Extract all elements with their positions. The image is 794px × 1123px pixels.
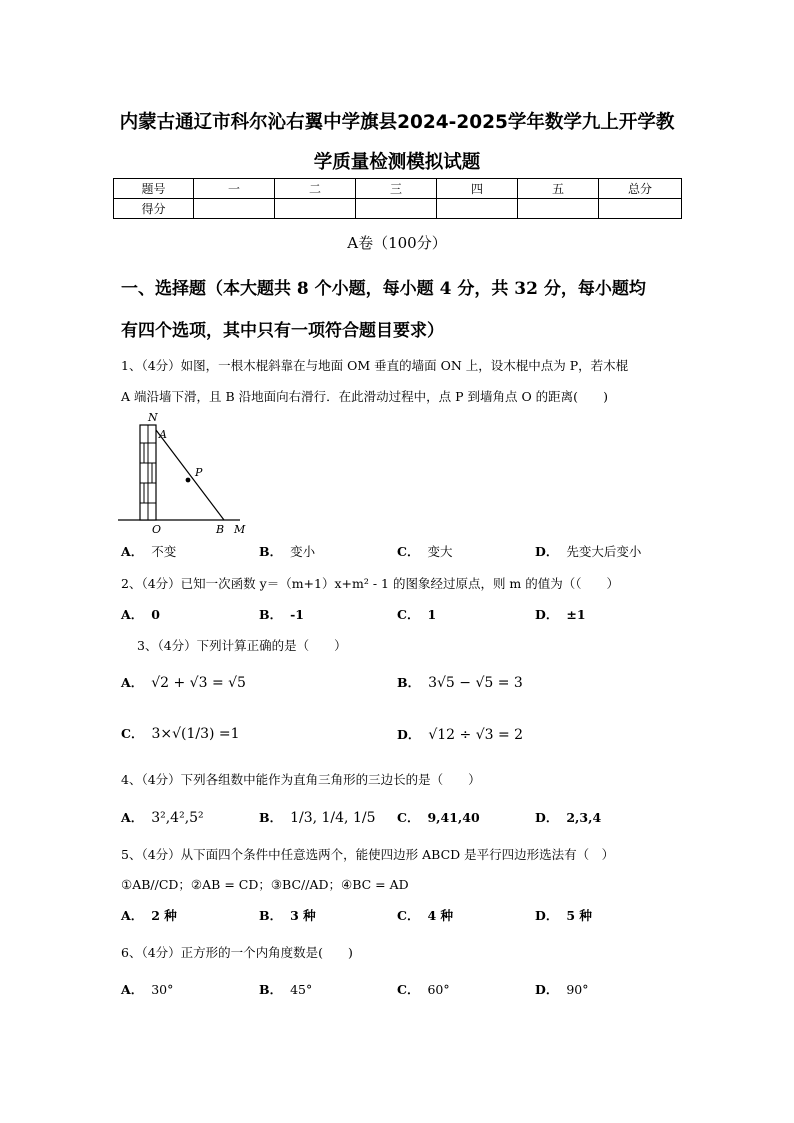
option-text: 45° <box>290 982 313 997</box>
option-label: B． <box>397 675 421 690</box>
q1-option-c[interactable] <box>397 542 452 560</box>
option-label: B． <box>259 908 283 923</box>
question-1-line1: 1、（4分）如图，一根木棍斜靠在与地面 OM 垂直的墙面 ON 上，设木棍中点为 P，若木棍 <box>121 358 629 373</box>
option-label: A． <box>121 675 144 690</box>
score-input-cell[interactable] <box>518 199 599 219</box>
option-text: 1 <box>427 607 437 622</box>
option-text: √12 ÷ √3 = 2 <box>428 727 524 743</box>
score-input-cell[interactable] <box>275 199 356 219</box>
option-text: 不变 <box>151 544 177 559</box>
option-text: 3²,4²,5² <box>151 810 204 826</box>
option-label: D． <box>535 982 559 997</box>
option-text: 变小 <box>290 544 316 559</box>
q1-option-b[interactable] <box>259 542 315 560</box>
q3-option-d[interactable] <box>397 725 523 743</box>
option-label: B． <box>259 607 283 622</box>
option-label: C． <box>397 982 420 997</box>
score-input-cell[interactable] <box>194 199 275 219</box>
option-text: 变大 <box>427 544 453 559</box>
score-cell: 五 <box>518 179 599 199</box>
option-text: 0 <box>151 607 160 622</box>
score-input-cell[interactable] <box>356 199 437 219</box>
section-a-heading: A卷（100分） <box>347 234 447 252</box>
option-label: A． <box>121 908 144 923</box>
option-label: D． <box>535 544 559 559</box>
label-N: N <box>148 411 158 424</box>
option-label: A． <box>121 982 144 997</box>
ladder-figure <box>112 408 252 536</box>
option-label: C． <box>397 810 420 825</box>
option-label: A． <box>121 544 144 559</box>
question-5-conditions: ①AB//CD；②AB = CD；③BC//AD；④BC = AD <box>121 877 409 892</box>
q6-option-c[interactable] <box>397 980 450 998</box>
option-text: 3 种 <box>290 908 316 923</box>
option-label: C． <box>397 908 420 923</box>
option-text: 5 种 <box>566 908 592 923</box>
score-cell: 三 <box>356 179 437 199</box>
q4-option-a[interactable] <box>121 808 204 826</box>
option-text: 3×√(1/3) =1 <box>151 726 240 742</box>
question-1-line2: A 端沿墙下滑，且 B 沿地面向右滑行．在此滑动过程中，点 P 到墙角点 O 的距离( ) <box>121 389 608 404</box>
label-A: A <box>159 428 167 441</box>
label-O: O <box>152 523 162 536</box>
option-text: 4 种 <box>427 908 454 923</box>
score-table <box>113 178 682 219</box>
option-text: 60° <box>427 982 450 997</box>
option-label: D． <box>535 607 559 622</box>
option-text: -1 <box>290 607 304 622</box>
option-text: √2 + √3 = √5 <box>151 675 246 691</box>
score-cell: 四 <box>437 179 518 199</box>
exam-title-line1: 内蒙古通辽市科尔沁右翼中学旗县2024-2025学年数学九上开学教 <box>119 112 675 133</box>
q5-option-d[interactable] <box>535 906 592 924</box>
q5-option-b[interactable] <box>259 906 316 924</box>
option-label: C． <box>397 607 420 622</box>
q3-option-b[interactable] <box>397 673 523 691</box>
question-6: 6、（4分）正方形的一个内角度数是( ) <box>121 945 353 960</box>
part1-heading-line1: 一、选择题（本大题共 8 个小题，每小题 4 分，共 32 分，每小题均 <box>121 279 646 299</box>
q5-option-a[interactable] <box>121 906 177 924</box>
score-input-cell[interactable] <box>599 199 682 219</box>
part1-heading-line2: 有四个选项，其中只有一项符合题目要求） <box>121 321 444 341</box>
score-table-score-row <box>114 199 682 219</box>
option-text: 9,41,40 <box>427 810 480 825</box>
q1-option-d[interactable] <box>535 542 641 560</box>
q2-option-a[interactable] <box>121 605 160 623</box>
question-2: 2、（4分）已知一次函数 y＝（m+1）x+m² - 1 的图象经过原点，则 m 的值为（（ ） <box>121 576 620 591</box>
q5-option-c[interactable] <box>397 906 453 924</box>
q1-option-a[interactable] <box>121 542 176 560</box>
q3-option-a[interactable] <box>121 673 246 691</box>
option-text: 先变大后变小 <box>566 544 642 559</box>
score-cell: 总分 <box>599 179 682 199</box>
label-M: M <box>234 523 246 536</box>
question-3: 3、（4分）下列计算正确的是（ ） <box>137 638 347 653</box>
option-text: 2 种 <box>151 908 177 923</box>
option-text: 1/3, 1/4, 1/5 <box>290 810 376 826</box>
option-label: C． <box>121 726 144 741</box>
q3-option-c[interactable] <box>121 724 240 742</box>
option-label: D． <box>535 810 559 825</box>
q6-option-d[interactable] <box>535 980 589 998</box>
option-label: B． <box>259 810 283 825</box>
q2-option-c[interactable] <box>397 605 436 623</box>
q2-option-b[interactable] <box>259 605 304 623</box>
q2-option-d[interactable] <box>535 605 586 623</box>
label-P: P <box>195 466 203 479</box>
question-5: 5、（4分）从下面四个条件中任意选两个，能使四边形 ABCD 是平行四边形选法有（ ） <box>121 847 615 862</box>
label-B: B <box>216 523 225 536</box>
exam-title-line2: 学质量检测模拟试题 <box>313 152 481 173</box>
option-text: 2,3,4 <box>566 810 602 825</box>
option-label: C． <box>397 544 420 559</box>
option-label: B． <box>259 544 283 559</box>
q4-option-d[interactable] <box>535 808 601 826</box>
option-label: A． <box>121 810 144 825</box>
score-cell: 二 <box>275 179 356 199</box>
q4-option-b[interactable] <box>259 808 375 826</box>
option-text: 90° <box>566 982 589 997</box>
option-text: 30° <box>151 982 174 997</box>
question-4: 4、（4分）下列各组数中能作为直角三角形的三边长的是（ ） <box>121 772 481 787</box>
score-table-header-row <box>114 179 682 199</box>
option-text: 3√5 − √5 = 3 <box>428 675 523 691</box>
score-input-cell[interactable] <box>437 199 518 219</box>
option-label: A． <box>121 607 144 622</box>
option-text: ±1 <box>566 607 586 622</box>
score-cell: 得分 <box>114 199 194 219</box>
option-label: B． <box>259 982 283 997</box>
q4-option-c[interactable] <box>397 808 480 826</box>
option-label: D． <box>397 727 421 742</box>
score-cell: 一 <box>194 179 275 199</box>
score-cell: 题号 <box>114 179 194 199</box>
option-label: D． <box>535 908 559 923</box>
q6-option-a[interactable] <box>121 980 173 998</box>
q6-option-b[interactable] <box>259 980 312 998</box>
